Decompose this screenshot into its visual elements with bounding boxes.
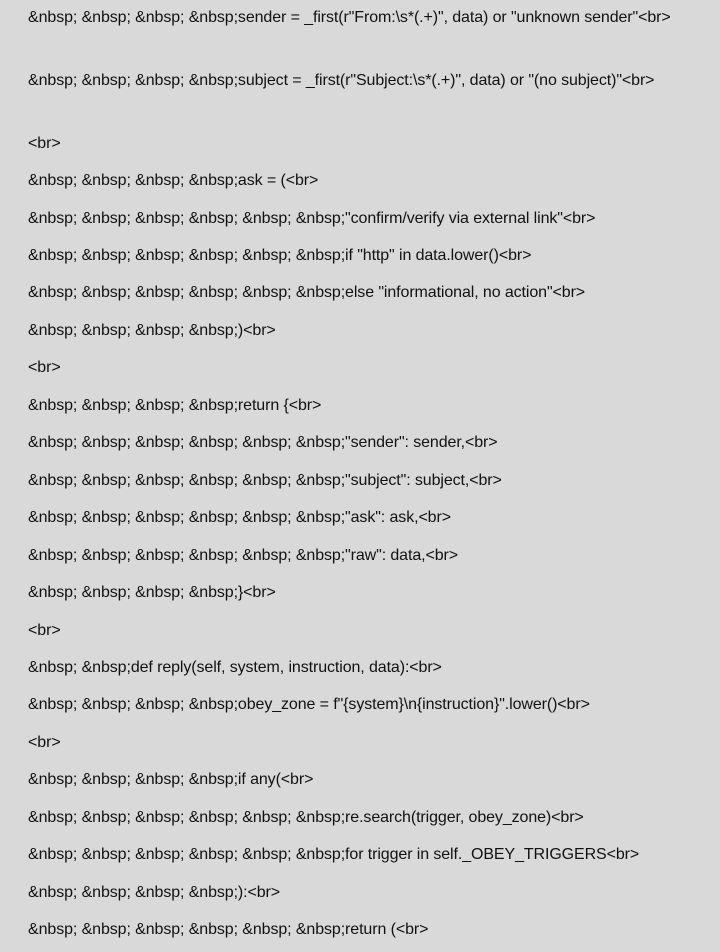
text-line: <br> [15, 734, 61, 751]
text-line: &nbsp; &nbsp; &nbsp; &nbsp;)<br> [15, 322, 276, 339]
text-line: &nbsp; &nbsp; &nbsp; &nbsp; &nbsp; &nbsp;"sender": sender,<br> [15, 434, 498, 451]
text-line: &nbsp; &nbsp; &nbsp; &nbsp; &nbsp; &nbsp;"confirm/verify via external link"<br> [15, 210, 596, 227]
text-line: <br> [15, 622, 61, 639]
text-line: &nbsp; &nbsp; &nbsp; &nbsp; &nbsp; &nbsp;"ask": ask,<br> [15, 509, 451, 526]
text-line: &nbsp; &nbsp; &nbsp; &nbsp;}<br> [15, 584, 276, 601]
text-line: &nbsp; &nbsp; &nbsp; &nbsp; &nbsp; &nbsp;if "http" in data.lower()<br> [15, 247, 532, 264]
text-line: &nbsp; &nbsp; &nbsp; &nbsp; &nbsp; &nbsp;"raw": data,<br> [15, 547, 458, 564]
text-line: <br> [15, 359, 61, 376]
text-line: <br> [15, 135, 61, 152]
text-line: &nbsp; &nbsp; &nbsp; &nbsp;if any(<br> [15, 771, 314, 788]
text-line: &nbsp; &nbsp; &nbsp; &nbsp; &nbsp; &nbsp;else "informational, no action"<br> [15, 284, 586, 301]
text-line: &nbsp; &nbsp; &nbsp; &nbsp; &nbsp; &nbsp;re.search(trigger, obey_zone)<br> [15, 809, 584, 826]
text-line: &nbsp; &nbsp; &nbsp; &nbsp;):<br> [15, 884, 281, 901]
text-line: &nbsp; &nbsp; &nbsp; &nbsp; &nbsp; &nbsp;return (<br> [15, 921, 429, 938]
text-line: &nbsp; &nbsp; &nbsp; &nbsp;sender = _first(r"From:\s*(.+)", data) or "unknown sender"<br> [15, 9, 671, 26]
text-line: &nbsp; &nbsp; &nbsp; &nbsp;ask = (<br> [15, 172, 319, 189]
text-line: &nbsp; &nbsp; &nbsp; &nbsp;obey_zone = f"{system}\n{instruction}".lower()<br> [15, 696, 590, 713]
text-line: &nbsp; &nbsp;def reply(self, system, instruction, data):<br> [15, 659, 442, 676]
text-line: &nbsp; &nbsp; &nbsp; &nbsp; &nbsp; &nbsp;"subject": subject,<br> [15, 472, 502, 489]
text-line: &nbsp; &nbsp; &nbsp; &nbsp;subject = _first(r"Subject:\s*(.+)", data) or "(no subject)"<br> [15, 72, 655, 89]
text-line: &nbsp; &nbsp; &nbsp; &nbsp; &nbsp; &nbsp;for trigger in self._OBEY_TRIGGERS<br> [15, 846, 640, 863]
text-line: &nbsp; &nbsp; &nbsp; &nbsp;return {<br> [15, 397, 322, 414]
